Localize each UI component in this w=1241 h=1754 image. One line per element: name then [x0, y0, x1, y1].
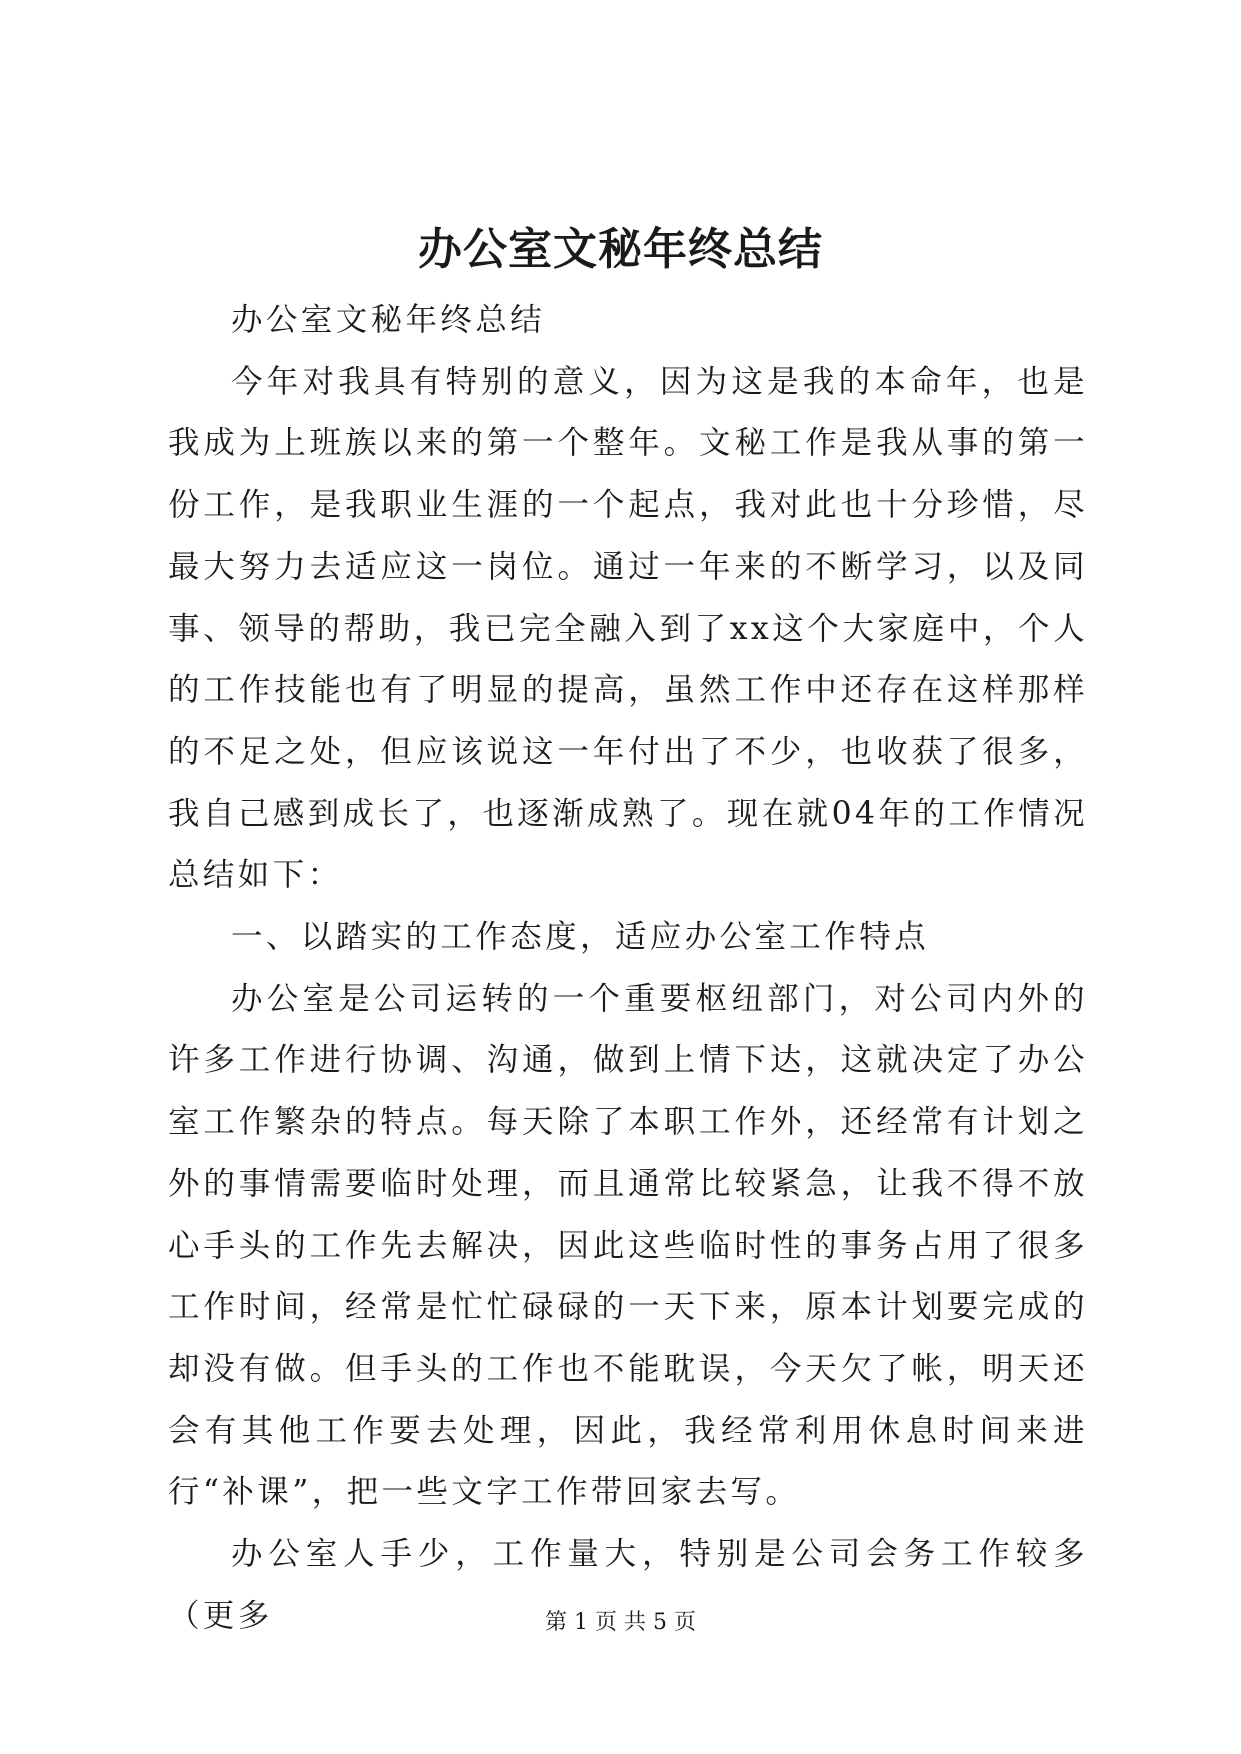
paragraph-office-work: 办公室是公司运转的一个重要枢纽部门，对公司内外的许多工作进行协调、沟通，做到上情下达，这就决定了办公室工作繁杂的特点。每天除了本职工作外，还经常有计划之外的事情需要临时处理，而且通常比较紧急，让我不得不放心手头的工作先去解决，因此这些临时性的事务占用了很多工作时间，经常是忙忙碌碌的一天下来，原本计划要完成的却没有做。但手头的工作也不能耽误，今天欠了帐，明天还会有其他工作要去处理，因此，我经常利用休息时间来进行“补课”，把一些文字工作带回家去写。 — [168, 980, 1088, 1511]
document-body — [168, 290, 1088, 1647]
section-heading-1: 一、以踏实的工作态度，适应办公室工作特点 — [231, 919, 930, 956]
paragraph-staffing: 办公室人手少，工作量大，特别是公司会务工作较多（更多 — [168, 1536, 1088, 1634]
document-title: 办公室文秘年终总结 — [418, 224, 823, 275]
page-footer: 第 1 页 共 5 页 — [545, 1610, 696, 1635]
paragraph-intro: 今年对我具有特别的意义，因为这是我的本命年，也是我成为上班族以来的第一个整年。文秘工作是我从事的第一份工作，是我职业生涯的一个起点，我对此也十分珍惜，尽最大努力去适应这一岗位。通过一年来的不断学习，以及同事、领导的帮助，我已完全融入到了xx这个大家庭中，个人的工作技能也有了明显的提高，虽然工作中还存在这样那样的不足之处，但应该说这一年付出了不少，也收获了很多，我自己感到成长了，也逐渐成熟了。现在就04年的工作情况总结如下： — [168, 363, 1088, 894]
paragraph-subtitle: 办公室文秘年终总结 — [231, 302, 546, 338]
